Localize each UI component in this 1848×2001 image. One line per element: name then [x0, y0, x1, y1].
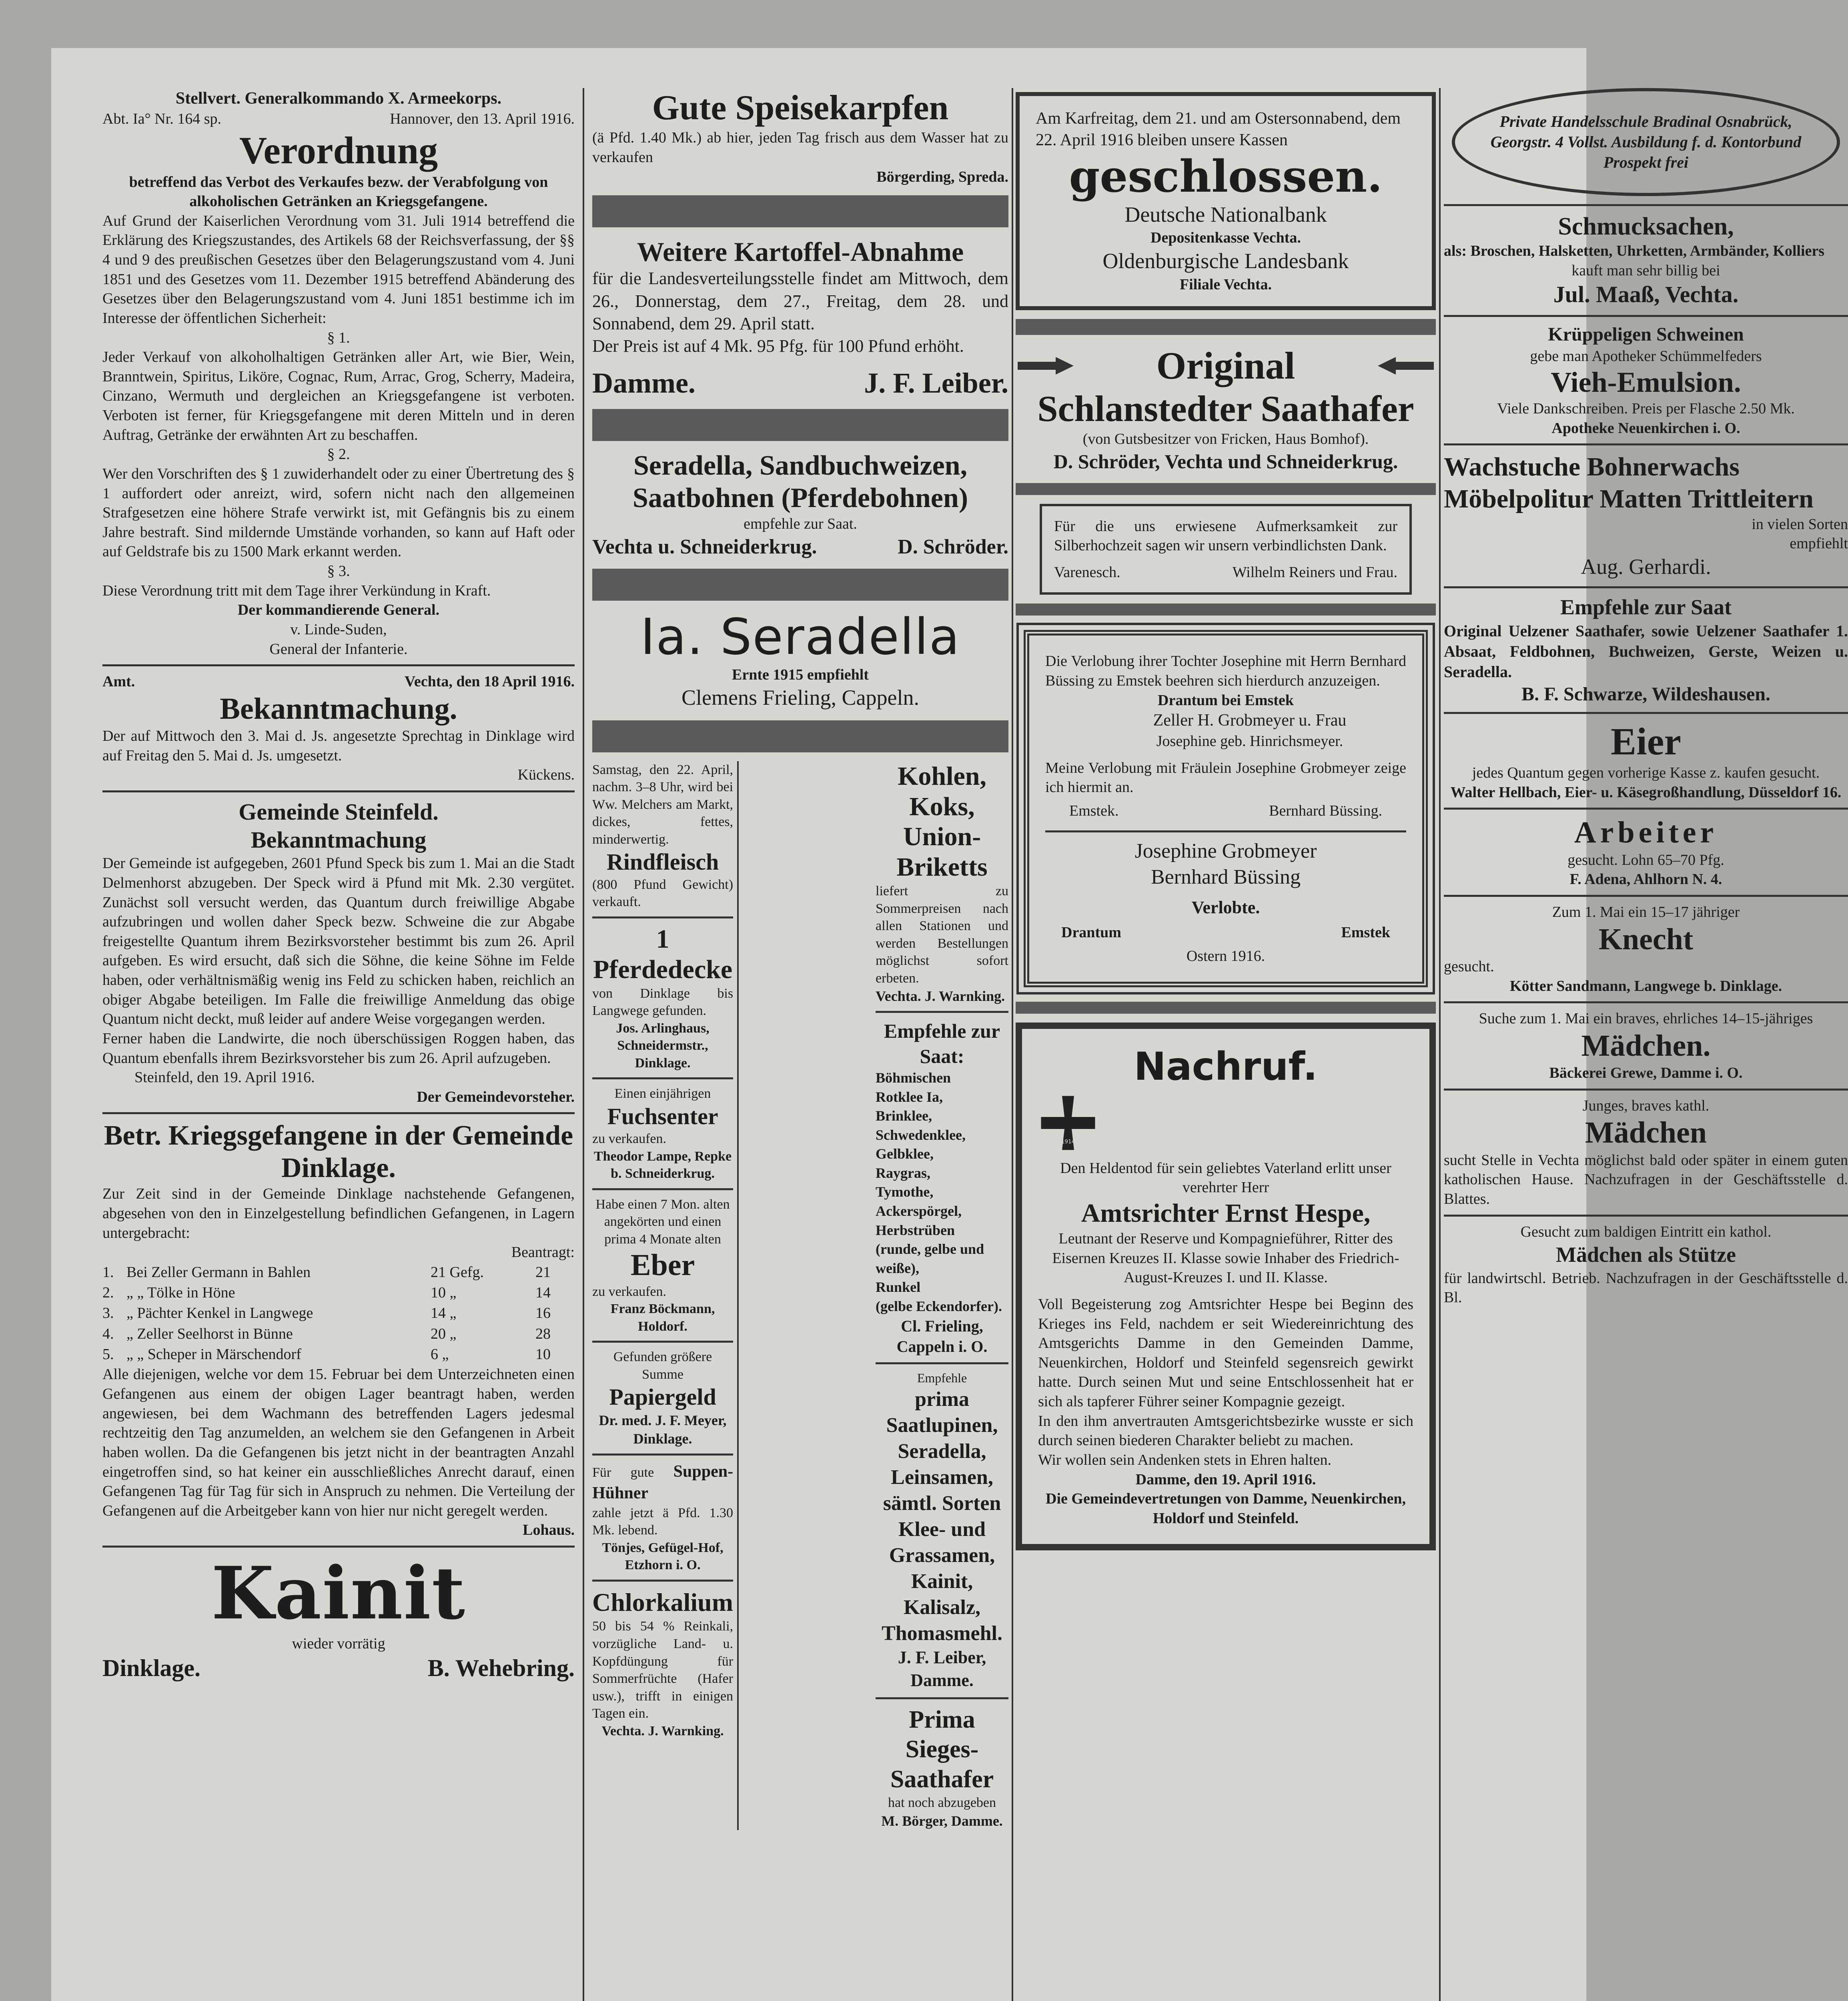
nachruf-title: Nachruf. — [1134, 1044, 1318, 1089]
column-2 — [592, 88, 1008, 2001]
table-row: 3. „ Pächter Kenkel in Langwege 14 „ 16 — [102, 1305, 551, 1322]
signature-name: v. Linde-Suden, — [290, 621, 387, 638]
eier-sign: Walter Hellbach, Eier- u. Käsegroßhandlung, Düsseldorf 16. — [1450, 784, 1842, 801]
nachruf-text-3: Voll Begeisterung zog Amtsrichter Hespe bei Beginn des Krieges ins Feld, nachdem er seit Wiedereinrichtung des Amtsgerichts Damme in den Gemeinden Damme, Neuenkirchen, Holdorf und Steinfeld segensreich gewirkt hatte. Durch seinen Mut und seine Entschlossenheit hat er sich als tapferer Führer seiner Kompagnie gezeigt. — [1038, 1295, 1413, 1410]
subcolumn-rule — [737, 761, 872, 1830]
empfehle-label: Empfehle — [917, 1371, 967, 1385]
vieh-text: Viele Dankschreiben. Preis per Flasche 2.50 Mk. — [1497, 400, 1795, 417]
ia-seradella-title: Ia. Seradella — [640, 608, 960, 666]
table-row: 2. „ „ Tölke in Höne 10 „ 14 — [102, 1284, 551, 1301]
bank-2-branch: Filiale Vechta. — [1179, 276, 1272, 293]
signature-title: Der kommandierende General. — [237, 602, 440, 619]
verlobung-place-right: Emstek — [1341, 924, 1390, 941]
wachstuche-small: in vielen Sorten — [1752, 515, 1848, 533]
krueppel-text: gebe man Apotheker Schümmelfeders — [1530, 347, 1762, 365]
stuetze-pre: Gesucht zum baldigen Eintritt ein kathol. — [1520, 1223, 1772, 1240]
knecht-sub: gesucht. — [1444, 958, 1494, 975]
divider — [592, 1580, 733, 1582]
kartoffel-sign-line — [592, 366, 1008, 400]
huehner-pre — [592, 1461, 733, 1504]
pointing-hand-right-icon — [1016, 354, 1076, 378]
kriegsgefangene-table — [102, 1262, 575, 1365]
eier-title: Eier — [1611, 720, 1681, 763]
kriegsgefangene-text: Alle diejenigen, welche vor dem 15. Februar bei dem Unterzeichneten einen Gefangenen aus einem der obigen Lager beantragt haben, werden angewiesen, bei dem Wachmann des betreffenden Lagers jedesmal rechtzeitig den Tag anzumelden, an welchem sie den Gefangenen in Arbeit haben wollen. Da die Gefangenen bis jetzt nicht in der beantragten Anzahl eingetroffen sind, so hat keiner ein ausschließliches Anrecht darauf, einen Gefangenen Tag für Tag für sich in Anspruch zu nehmen. Die Verteilung der Gefangenen auf die Arbeitgeber kann von hier nur nicht geregelt werden. — [102, 1366, 575, 1519]
divider — [1444, 808, 1848, 810]
verlobung-place-2: Emstek. — [1069, 802, 1119, 819]
saat-text: Original Uelzener Saathafer, sowie Uelzener Saathafer 1. Absaat, Feldbohnen, Buchweizen, Gerste, Weizen u. Seradella. — [1444, 622, 1848, 681]
verlobung-sign-line-2 — [1045, 797, 1406, 825]
rindfleisch-title: Rindfleisch — [606, 849, 719, 875]
ia-seradella-sign: Clemens Frieling, Cappeln. — [681, 686, 919, 710]
paragraph-3-heading: § 3. — [327, 563, 350, 580]
kartoffel-place: Damme. — [592, 367, 696, 399]
bank-2-name: Oldenburgische Landesbank — [1102, 249, 1349, 273]
kainit-title: Kainit — [211, 1551, 466, 1636]
steinfeld-text-2: Ferner haben die Landwirte, die noch überschüssigen Roggen haben, das Quantum ebenfalls ihrem Bezirksvorsteher bis zum 26. April aufzugeben. — [102, 1030, 575, 1067]
rindfleisch-text: (800 Pfund Gewicht) verkauft. — [592, 877, 734, 910]
pferdedecke-text: von Dinklage bis Langwege gefunden. — [592, 986, 734, 1019]
bekanntmachung-title: Bekanntmachung. — [220, 692, 457, 726]
column-3 — [1016, 88, 1436, 2001]
kartoffel-title: Weitere Kartoffel-Abnahme — [637, 237, 964, 267]
kainit-seller: B. Wehebring. — [427, 1655, 575, 1682]
original-subtitle: Schlanstedter Saathafer — [1037, 388, 1414, 429]
divider — [1045, 830, 1406, 832]
nachruf-text-4: In den ihm anvertrauten Amtsgerichtsbezirke wusste er sich durch seinen biederen Charakter beliebt zu machen. — [1038, 1412, 1413, 1449]
paragraph-3-text: Diese Verordnung tritt mit dem Tage ihrer Verkündung in Kraft. — [102, 582, 491, 599]
divider — [592, 916, 733, 918]
original-title: Original — [1156, 344, 1295, 387]
maedchen-2-text: sucht Stelle in Vechta möglichst bald oder später in einem guten katholischen Hause. Nachzufragen in der Geschäftsstelle d. Blattes. — [1444, 1151, 1848, 1208]
vieh-sign: Apotheke Neuenkirchen i. O. — [1551, 419, 1740, 437]
schmuck-text-2: kauft man sehr billig bei — [1571, 262, 1720, 279]
karpfen-title: Gute Speisekarpfen — [652, 88, 949, 127]
divider-bar — [592, 569, 1008, 601]
knecht-pre: Zum 1. Mai ein 15–17 jähriger — [1552, 903, 1740, 920]
knecht-sign: Kötter Sandmann, Langwege b. Dinklage. — [1509, 977, 1782, 994]
verordnung-title: Verordnung — [239, 129, 438, 172]
karpfen-sign: Börgerding, Spreda. — [876, 168, 1008, 185]
fuchsenter-title: Fuchsenter — [607, 1103, 718, 1129]
verlobung-sign-1b: Josephine geb. Hinrichsmeyer. — [1156, 733, 1343, 750]
divider — [102, 790, 575, 792]
divider — [1444, 895, 1848, 897]
verlobung-notice — [1024, 630, 1428, 987]
sieges-title: Prima Sieges-Saathafer — [890, 1706, 994, 1793]
divider-bar — [1016, 604, 1436, 616]
wachstuche-list: Wachstuche Bohnerwachs Möbelpolitur Matten Trittleitern — [1444, 452, 1814, 513]
papiergeld-title: Papiergeld — [609, 1384, 716, 1410]
maedchen-sign: Bäckerei Grewe, Damme i. O. — [1549, 1065, 1743, 1082]
verlobung-place-1: Drantum bei Emstek — [1158, 692, 1294, 709]
divider — [102, 1546, 575, 1548]
verordnung-ref-line — [102, 109, 575, 129]
nachruf-date: Damme, den 19. April 1916. — [1135, 1471, 1316, 1488]
steinfeld-text-1: Der Gemeinde ist aufgegeben, 2601 Pfund Speck bis zum 1. Mai an die Stadt Delmenhorst abzugeben. Der Speck wird ä Pfund mit Mk. 2.30 vergütet. Zunächst soll versucht werden, das Quantum durch freiwillige Abgabe aufzubringen und wollen daher Speck bezw. Schweine die zur Abgabe freigestellte Quantum ihrem Bezirksvorsteher bestimmt bis zum 26. April aufgeben. Es wird ersucht, daß sich die Söhne, die keine Söhne im Felde haben, oder verhältnismäßig wenig ins Feld zu schicken haben, reichlich an obiger Abgabe beteiligen. Im Falle die freiwillige Anmeldung das obige Quantum nicht deckt, muß leider auf andere Weise vorgegangen werden. — [102, 855, 575, 1028]
column-rule — [583, 88, 584, 2001]
saat-title: Empfehle zur Saat: — [884, 1020, 1000, 1067]
column-rule — [1012, 88, 1013, 2001]
huehner-text: zahle jetzt ä Pfd. 1.30 Mk. lebend. — [592, 1505, 734, 1538]
knecht-title: Knecht — [1598, 922, 1694, 956]
paragraph-1-text: Jeder Verkauf von alkoholhaltigen Getränken aller Art, wie Bier, Wein, Branntwein, Spiritus, Liköre, Cognac, Rum, Arrac, Grog, Scherry, Madeira, Cinzano, Wermuth und dergleichen an Kriegsgefangene ist verboten. Verboten ist ferner, für Kriegsgefangene mit deren Mitteln und in deren Auftrag, Getränke der erwähnten Art zu beschaffen. — [102, 349, 575, 443]
maedchen-2-pre: Junges, braves kathl. — [1582, 1097, 1710, 1114]
verlobung-word: Verlobte. — [1191, 897, 1260, 917]
divider — [1444, 1215, 1848, 1217]
steinfeld-date: Steinfeld, den 19. April 1916. — [134, 1069, 315, 1086]
ref-date: Hannover, den 13. April 1916. — [390, 110, 575, 127]
seradella-place: Vechta u. Schneiderkrug. — [592, 535, 817, 558]
huehner-sign: Tönjes, Gefügel-Hof, Etzhorn i. O. — [602, 1540, 724, 1573]
kohlen-sign: Vechta. J. Warnking. — [876, 988, 1005, 1005]
bekanntmachung-text: Der auf Mittwoch den 3. Mai d. Js. angesetzte Sprechtag in Dinklage wird auf Freitag den 5. Mai d. Js. umgesetzt. — [102, 728, 575, 764]
huehner-pre-text: Für gute — [592, 1465, 654, 1480]
dank-sign-line — [1054, 563, 1397, 582]
seradella-title: Seradella, Sandbuchweizen, Saatbohnen (Pferdebohnen) — [632, 450, 968, 513]
pointing-hand-left-icon — [1376, 354, 1436, 378]
arbeiter-title: Arbeiter — [1574, 816, 1718, 850]
column-1 — [102, 88, 575, 2001]
divider — [876, 1697, 1008, 1699]
sieges-text: hat noch abzugeben — [888, 1795, 996, 1811]
divider — [592, 1341, 733, 1343]
fuchsenter-sub: zu verkaufen. — [592, 1131, 667, 1147]
ref-number: Abt. Ia° Nr. 164 sp. — [102, 110, 222, 127]
verlobung-name-2: Bernhard Büssing — [1150, 865, 1301, 888]
saat-sign: Cl. Frieling, Cappeln i. O. — [896, 1317, 988, 1356]
eber-title: Eber — [630, 1248, 695, 1282]
eier-text: jedes Quantum gegen vorherige Kasse z. kaufen gesucht. — [1472, 764, 1820, 781]
bank-notice — [1016, 92, 1436, 310]
bradinal-text: Private Handelsschule Bradinal Osnabrück, Georgstr. 4 Vollst. Ausbildung f. d. Kontorbund Prospekt frei — [1490, 112, 1802, 172]
original-header — [1016, 344, 1436, 387]
divider — [876, 1362, 1008, 1364]
amt-line — [102, 672, 575, 692]
table-row: 5. „ „ Scheper in Märschendorf 6 „ 10 — [102, 1346, 551, 1363]
arbeiter-sign: F. Adena, Ahlhorn N. 4. — [1569, 871, 1722, 888]
verlobung-sign-1: Zeller H. Grobmeyer u. Frau — [1153, 711, 1347, 730]
kriegsgefangene-title: Betr. Kriegsgefangene in der Gemeinde Dinklage. — [104, 1120, 573, 1183]
verordnung-subtitle: betreffend das Verbot des Verkaufes bezw. der Verabfolgung von alkoholischen Getränken an Kriegsgefangene. — [129, 173, 548, 210]
divider-bar — [1016, 319, 1436, 335]
samstag-text: Samstag, den 22. April, nachm. 3–8 Uhr, wird bei Ww. Melchers am Markt, dickes, fettes, minderwertig. — [592, 762, 734, 847]
chlorkalium-text: 50 bis 54 % Reinkali, vorzügliche Land- u. Kopfdüngung für Sommerfrüchte (Hafer usw.), trifft in einigen Tagen ein. — [592, 1619, 734, 1721]
papiergeld-sign: Dr. med. J. F. Meyer, Dinklage. — [599, 1412, 727, 1447]
divider — [592, 1188, 733, 1190]
divider-bar — [592, 409, 1008, 441]
divider — [592, 1454, 733, 1456]
table-row: 4. „ Zeller Seelhorst in Bünne 20 „ 28 — [102, 1325, 551, 1342]
schmuck-title: Schmucksachen, — [1558, 213, 1734, 240]
verlobung-name-1: Josephine Grobmeyer — [1134, 839, 1317, 862]
small-ads-left — [592, 761, 733, 1830]
schmuck-text: als: Broschen, Halsketten, Uhrketten, Armbänder, Kolliers — [1444, 242, 1825, 259]
seradella-text: empfehle zur Saat. — [744, 515, 857, 533]
maedchen-2-title: Mädchen — [1585, 1116, 1707, 1150]
nachruf-sign: Die Gemeindevertretungen von Damme, Neuenkirchen, Holdorf und Steinfeld. — [1046, 1490, 1406, 1527]
original-sign: D. Schröder, Vechta und Schneiderkrug. — [1053, 450, 1398, 473]
divider — [1444, 712, 1848, 714]
verlobung-text-1: Die Verlobung ihrer Tochter Josephine mit Herrn Bernhard Büssing zu Emstek beehren sich hierdurch anzuzeigen. — [1045, 653, 1406, 690]
chlorkalium-sign: Vechta. J. Warnking. — [601, 1723, 724, 1738]
divider — [592, 1077, 733, 1079]
divider-bar — [592, 720, 1008, 752]
divider — [1444, 204, 1848, 206]
nachruf-text-2: Leutnant der Reserve und Kompagnieführer, Ritter des Eisernen Kreuzes II. Klasse sowie Inhaber des Friedrich-August-Kreuzes I. und II. Klasse. — [1052, 1230, 1399, 1286]
divider — [1444, 315, 1848, 317]
column-4 — [1444, 88, 1848, 2001]
kohlen-text: liefert zu Sommerpreisen nach allen Stationen und werden Bestellungen möglichst sofort erbeten. — [876, 884, 1008, 986]
bank-1-name: Deutsche Nationalbank — [1124, 202, 1327, 227]
divider — [1444, 1001, 1848, 1003]
bank-1-branch: Depositenkasse Vechta. — [1150, 229, 1301, 247]
verordnung-intro: Auf Grund der Kaiserlichen Verordnung vom 31. Juli 1914 betreffend die Erklärung des Kriegszustandes, des Artikels 68 der Reichsverfassung, der §§ 4 und 9 des preußischen Gesetzes über den Belagerungszustand vom 4. Juni 1851 und des Gesetzes vom 11. Dezember 1915 betreffend Abänderung des Gesetzes über den Belagerungszustand vom 4. Juni 1851 bestimme ich im Interesse der öffentlichen Sicherheit: — [102, 212, 575, 327]
bekanntmachung-sign: Kückens. — [517, 766, 575, 784]
kriegsgefangene-sign: Lohaus. — [523, 1522, 575, 1539]
nachruf-text-1: Den Heldentod für sein geliebtes Vaterland erlitt unser verehrter Herr — [1060, 1159, 1391, 1196]
table-row: 1. Bei Zeller Germann in Bahlen 21 Gefg. 21 — [102, 1263, 551, 1281]
chlorkalium-title: Chlorkalium — [592, 1588, 734, 1616]
stuetze-text: für landwirtschl. Betrieb. Nachzufragen in der Geschäftsstelle d. Bl. — [1444, 1269, 1848, 1306]
dank-place: Varenesch. — [1054, 563, 1120, 581]
ia-seradella-sub: Ernte 1915 empfiehlt — [732, 666, 869, 683]
bank-text: Am Karfreitag, dem 21. und am Ostersonnabend, dem 22. April 1916 bleiben unsere Kassen — [1036, 109, 1401, 149]
kainit-sign-line — [102, 1653, 575, 1683]
divider — [1444, 1089, 1848, 1091]
signature-rank: General der Infanterie. — [269, 640, 408, 658]
dank-notice — [1040, 504, 1412, 595]
pferdedecke-sign: Jos. Arlinghaus, Schneidermstr., Dinklage. — [616, 1021, 710, 1071]
sieges-sign: M. Börger, Damme. — [881, 1813, 1003, 1829]
divider — [1444, 586, 1848, 588]
divider — [102, 1112, 575, 1114]
wachstuche-text: empfiehlt — [1790, 535, 1848, 552]
stuetze-title: Mädchen als Stütze — [1556, 1243, 1736, 1267]
dank-names: Wilhelm Reiners und Frau. — [1232, 563, 1397, 581]
newspaper-page — [51, 48, 1848, 2001]
dank-text: Für die uns erwiesene Aufmerksamkeit zur Silberhochzeit sagen wir unsern verbindlichsten Dank. — [1054, 517, 1397, 554]
kartoffel-seller: J. F. Leiber. — [864, 367, 1008, 399]
fuchsenter-sign: Theodor Lampe, Repke b. Schneiderkrug. — [593, 1149, 732, 1181]
papiergeld-pre: Gefunden größere Summe — [613, 1349, 712, 1382]
paragraph-2-text: Wer den Vorschriften des § 1 zuwiderhandelt oder zu einer Übertretung des § 1 auffordert oder anreizt, wird, sofern nicht nach den allgemeinen Strafgesetzen eine höhere Strafe verwirkt ist, mit Gefängnis bis zu einem Jahre bestraft. Sind mildernde Umstände vorhanden, so kann auf Haft oder auf Geldstrafe bis zu 1500 Mark erkannt werden. — [102, 465, 575, 560]
karpfen-text: (ä Pfd. 1.40 Mk.) ab hier, jeden Tag frisch aus dem Wasser hat zu verkaufen — [592, 129, 1008, 166]
steinfeld-title: Gemeinde Steinfeld. — [239, 799, 439, 825]
divider — [876, 1011, 1008, 1013]
steinfeld-sign: Der Gemeindevorsteher. — [417, 1088, 575, 1105]
krueppel-title: Krüppeligen Schweinen — [1548, 323, 1744, 345]
paragraph-2-heading: § 2. — [327, 446, 350, 463]
verlobung-date: Ostern 1916. — [1186, 947, 1265, 964]
prima-saat-sign: J. F. Leiber, Damme. — [898, 1648, 986, 1690]
kartoffel-price: Der Preis ist auf 4 Mk. 95 Pfg. für 100 Pfund erhöht. — [592, 336, 964, 356]
eber-sign: Franz Böckmann, Holdorf. — [610, 1301, 715, 1334]
saat-title: Empfehle zur Saat — [1560, 595, 1732, 619]
kainit-place: Dinklage. — [102, 1655, 201, 1682]
eber-pre: Habe einen 7 Mon. alten angekörten und einen prima 4 Monate alten — [595, 1197, 730, 1247]
verlobung-places — [1045, 919, 1406, 946]
divider-bar — [1016, 483, 1436, 495]
original-text: (von Gutsbesitzer von Fricken, Haus Bomhof). — [1082, 431, 1369, 448]
seradella-seller: D. Schröder. — [898, 535, 1008, 558]
vieh-title: Vieh-Emulsion. — [1551, 366, 1741, 399]
kriegsgefangene-intro: Zur Zeit sind in der Gemeinde Dinklage nachstehende Gefangenen, abgesehen von den in Einzelgestellung befindlichen Gefangenen, in Lagern untergebracht: — [102, 1185, 575, 1241]
iron-cross-icon — [1038, 1093, 1098, 1153]
amt-label: Amt. — [102, 673, 135, 690]
maedchen-pre: Suche zum 1. Mai ein braves, ehrliches 14–15-jähriges — [1479, 1010, 1813, 1027]
divider-bar — [592, 195, 1008, 227]
huehner-title: Suppen-Hühner — [592, 1462, 734, 1502]
column-2-small-ads — [592, 761, 1008, 1830]
maedchen-title: Mädchen. — [1581, 1029, 1711, 1063]
steinfeld-subtitle: Bekanntmachung — [251, 826, 427, 853]
bank-closed: geschlossen. — [1069, 150, 1383, 202]
eber-sub: zu verkaufen. — [592, 1284, 667, 1299]
saat-list: Böhmischen Rotklee Ia, Brinklee, Schwedenklee, Gelbklee, Raygras, Tymothe, Ackerspörgel, Herbstrüben (runde, gelbe und weiße), Runkel (gelbe Eckendorfer). — [876, 1070, 1002, 1314]
divider — [1444, 443, 1848, 445]
small-ads-right — [876, 761, 1008, 1830]
arbeiter-text: gesucht. Lohn 65–70 Pfg. — [1567, 851, 1724, 868]
kartoffel-text: für die Landesverteilungsstelle findet am Mittwoch, dem 26., Donnerstag, dem 27., Freitag, dem 28. und Sonnabend, dem 29. April statt. — [592, 269, 1008, 333]
kohlen-title: Kohlen, Koks, Union-Briketts — [896, 761, 988, 882]
saat-sign: B. F. Schwarze, Wildeshausen. — [1521, 683, 1770, 705]
prima-saat-list: prima Saatlupinen, Seradella, Leinsamen, sämtl. Sorten Klee- und Grassamen, Kainit, Kalisalz, Thomasmehl. — [882, 1388, 1002, 1645]
kainit-subtitle: wieder vorrätig — [292, 1635, 385, 1652]
paragraph-1-heading: § 1. — [327, 329, 350, 346]
divider — [102, 664, 575, 666]
divider-bar — [1016, 1002, 1436, 1014]
verordnung-header: Stellvert. Generalkommando X. Armeekorps. — [175, 89, 502, 108]
amt-date: Vechta, den 18 April 1916. — [404, 673, 575, 690]
verlobung-text-2: Meine Verlobung mit Fräulein Josephine Grobmeyer zeige ich hiermit an. — [1045, 759, 1406, 796]
column-rule — [1439, 88, 1441, 2001]
nachruf-text-5: Wir wollen sein Andenken stets in Ehren halten. — [1038, 1451, 1331, 1468]
fuchsenter-pre: Einen einjährigen — [614, 1086, 711, 1101]
nachruf-notice — [1016, 1023, 1436, 1550]
wachstuche-sign: Aug. Gerhardi. — [1581, 555, 1711, 579]
schmuck-sign: Jul. Maaß, Vechta. — [1553, 281, 1739, 308]
verlobung-place-left: Drantum — [1061, 924, 1121, 941]
nachruf-name: Amtsrichter Ernst Hespe, — [1081, 1198, 1371, 1228]
kriegsgefangene-col-head: Beantragt: — [511, 1244, 575, 1261]
pferdedecke-title: 1 Pferdedecke — [593, 924, 733, 984]
cross-year: 1914 — [1061, 1138, 1075, 1145]
verlobung-sign-2: Bernhard Büssing. — [1269, 802, 1382, 819]
bradinal-ad — [1452, 88, 1840, 196]
seradella-sign-line — [592, 534, 1008, 560]
